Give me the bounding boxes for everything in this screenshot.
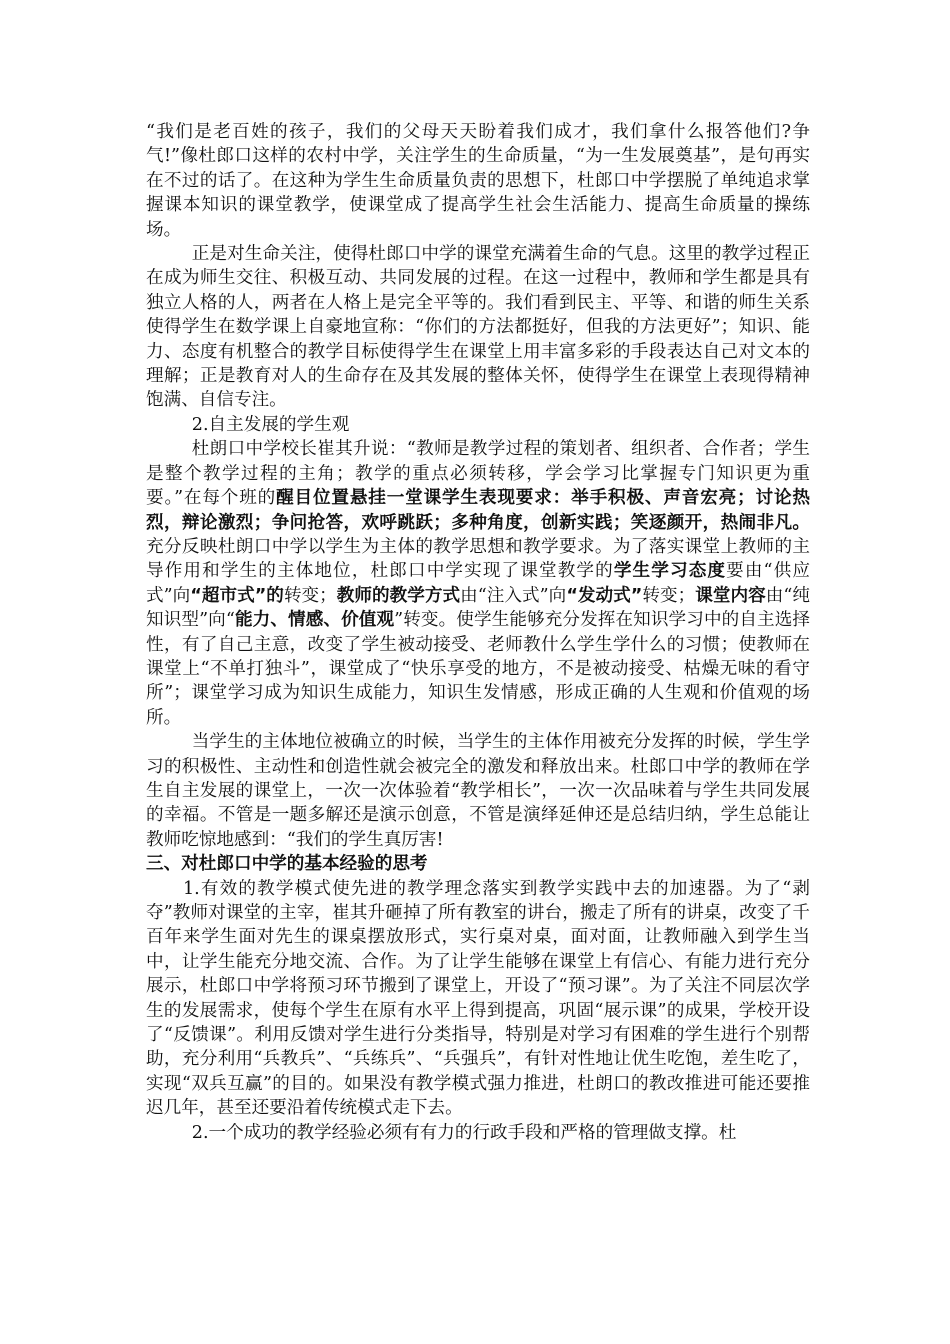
bold-run: 教师的教学方式 (336, 585, 461, 606)
bold-run: “超市式”的 (190, 585, 284, 606)
bold-run: 课堂内容 (695, 585, 766, 606)
paragraph-4 (146, 437, 810, 730)
bold-run: “发动式” (566, 585, 643, 606)
paragraph-2: 正是对生命关注，使得杜郎口中学的课堂充满着生命的气息。这里的教学过程正在成为师生交往、积极互动、共同发展的过程。在这一过程中，教师和学生都是具有独立人格的人，两者在人格上是完全平等的。我们看到民主、平等、和谐的师生关系使得学生在数学课上自豪地宣称：“你们的方法都挺好，但我的方法更好”；知识、能力、态度有机整合的教学目标使得学生在课堂上用丰富多彩的手段表达自己对文本的理解；正是教育对人的生命存在及其发展的整体关怀，使得学生在课堂上表现得精神饱满、自信专注。 (146, 244, 810, 411)
section-heading-3: 三、对杜郎口中学的基本经验的思考 (146, 854, 428, 875)
document-page (146, 120, 810, 1145)
bold-run: 醒目位置悬挂一堂课学生表现要求：举手积极、声音宏亮；讨论热烈，辩论激烈；争问抢答，欢呼跳跃；多种角度，创新实践；笑逐颜开，热闹非凡。 (146, 488, 810, 533)
text-run: 由“纯知识型”向“ (146, 585, 810, 631)
subsection-heading-2: 2.自主发展的学生观 (191, 414, 350, 435)
text-run: 要由“供应式”向 (146, 561, 810, 606)
text-run: ”转变。使学生能够充分发挥在知识学习中的自主选择性，有了自己主意，改变了学生被动接受、老师教什么学生学什么的习惯；使教师在课堂上“不单打独斗”，课堂成了“快乐享受的地方，不是被动接受、枯燥无味的看守所”；课堂学习成为知识生成能力，知识生发情感，形成正确的人生观和价值观的场所。 (146, 610, 810, 728)
bold-run: 能力、情感、价值观 (234, 610, 395, 631)
paragraph-1: “我们是老百姓的孩子，我们的父母天天盼着我们成才，我们拿什么报答他们?争气!”像杜郎口这样的农村中学，关注学生的生命质量，“为一生发展奠基”，是句再实在不过的话了。在这种为学生生命质量负责的思想下，杜郎口中学摆脱了单纯追求掌握课本知识的课堂教学，使课堂成了提高学生社会生活能力、提高生命质量的操练场。 (146, 122, 810, 240)
text-run: 转变； (642, 585, 696, 606)
bold-run: 学生学习态度 (613, 561, 727, 582)
paragraph-6: 1.有效的教学模式使先进的教学理念落实到教学实践中去的加速器。为了“剥夺”教师对课堂的主宰，崔其升砸掉了所有教室的讲台，搬走了所有的讲桌，改变了千百年来学生面对先生的课桌摆放形式，实行桌对桌，面对面，让教师融入到学生当中，让学生能充分地交流、合作。为了让学生能够在课堂上有信心、有能力进行充分展示，杜郎口中学将预习环节搬到了课堂上，开设了“预习课”。为了关注不同层次学生的发展需求，使每个学生在原有水平上得到提高，巩固“展示课”的成果，学校开设了“反馈课”。利用反馈对学生进行分类指导，特别是对学习有困难的学生进行个别帮助，充分利用“兵教兵”、“兵练兵”、“兵强兵”，有针对性地让优生吃饱，差生吃了，实现“双兵互赢”的目的。如果没有教学模式强力推进，杜朗口的教改推进可能还要推迟几年，甚至还要沿着传统模式走下去。 (146, 878, 810, 1119)
text-run: 转变； (283, 585, 337, 606)
text-run: 杜朗口中学校长崔其升说：“教师是教学过程的策划者、组织者、合作者；学生是整个教学过程的主角；教学的重点必须转移，学会学习比掌握专门知识更为重要。”在每个班的 (146, 439, 810, 509)
text-run: 由“注入式”向 (460, 585, 567, 606)
text-run: 充分反映杜朗口中学以学生为主体的教学思想和教学要求。为了落实课堂上教师的主导作用和学生的主体地位，杜郎口中学实现了课堂教学的 (146, 536, 810, 582)
paragraph-5: 当学生的主体地位被确立的时候，当学生的主体作用被充分发挥的时候，学生学习的积极性、主动性和创造性就会被完全的激发和释放出来。杜郎口中学的教师在学生自主发展的课堂上，一次一次体验着“教学相长”，一次一次品味着与学生共同发展的幸福。不管是一题多解还是演示创意，不管是演绎延伸还是总结归纳，学生总能让教师吃惊地感到：“我们的学生真厉害! (146, 732, 810, 850)
paragraph-7: 2.一个成功的教学经验必须有有力的行政手段和严格的管理做支撑。杜 (191, 1122, 737, 1143)
